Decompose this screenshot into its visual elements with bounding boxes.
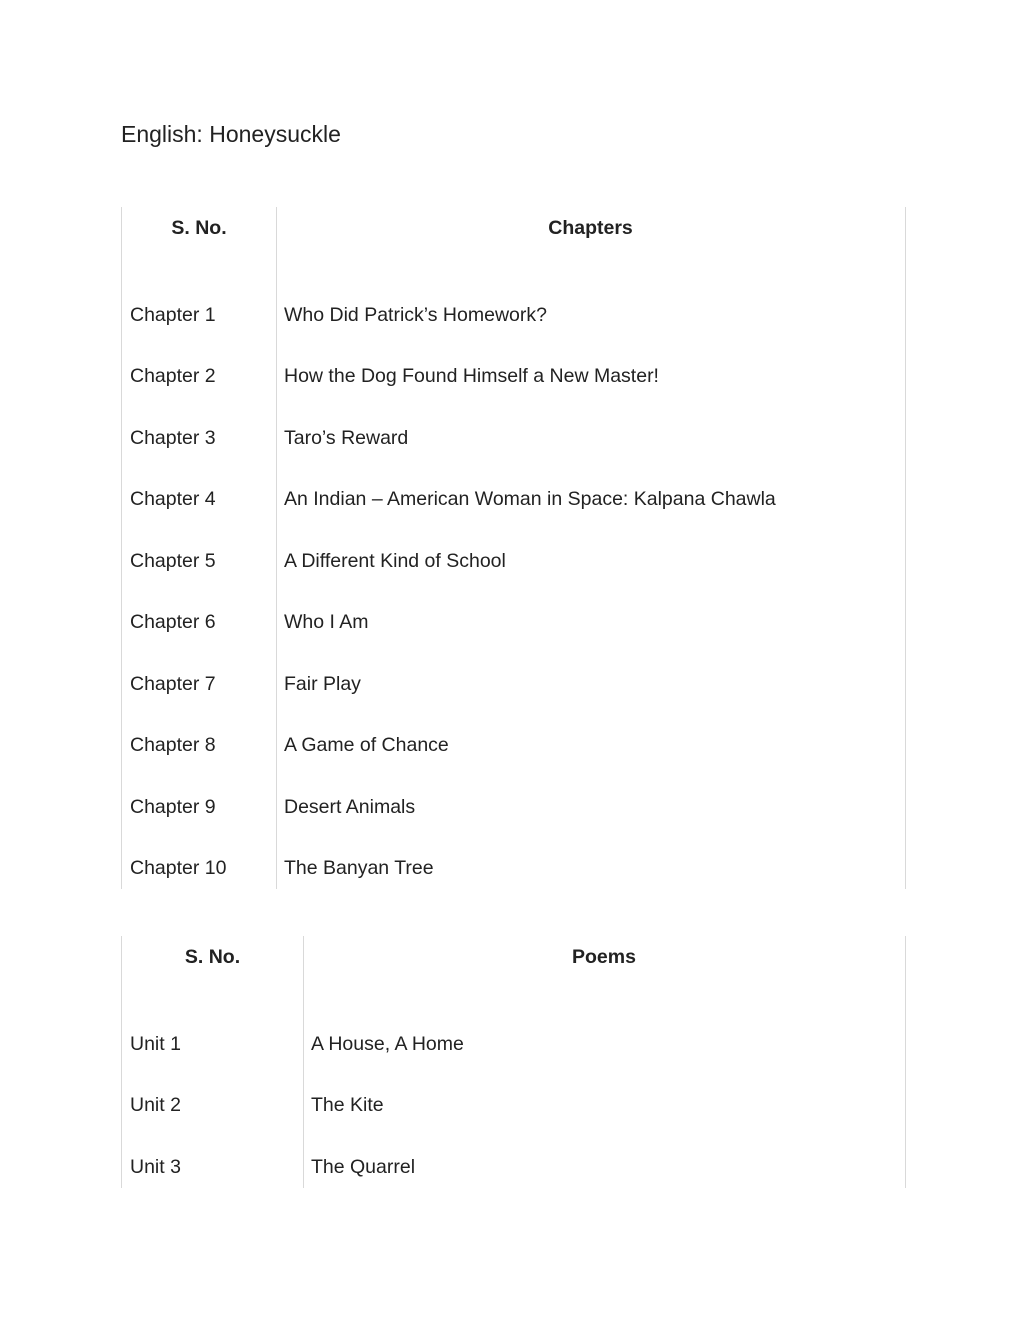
- row-chapter-name: Fair Play: [284, 672, 361, 695]
- table-row: [122, 653, 905, 715]
- row-sno: Chapter 1: [130, 303, 216, 326]
- table-row: [122, 1075, 905, 1137]
- row-sno: Chapter 4: [130, 488, 216, 511]
- row-sno: Unit 1: [130, 1032, 181, 1055]
- row-chapter-name: Who Did Patrick’s Homework?: [284, 303, 547, 326]
- row-sno: Chapter 2: [130, 365, 216, 388]
- header-sno: S. No.: [171, 217, 227, 239]
- chapters-table: [121, 207, 906, 889]
- row-sno: Chapter 6: [130, 611, 216, 634]
- table-row: [122, 592, 905, 654]
- row-sno: Unit 3: [130, 1155, 181, 1178]
- table-row: [122, 284, 905, 346]
- chapters-table-body: [122, 251, 905, 899]
- row-chapter-name: Who I Am: [284, 611, 369, 634]
- table-row: [122, 1136, 905, 1198]
- header-sno: S. No.: [184, 946, 241, 968]
- row-chapter-name: The Banyan Tree: [284, 857, 434, 880]
- header-chapters: Chapters: [548, 217, 633, 239]
- page-title: English: Honeysuckle: [121, 121, 341, 147]
- table-row: [122, 776, 905, 838]
- table-row: [122, 530, 905, 592]
- row-sno: Chapter 8: [130, 734, 216, 757]
- table-header-row: [122, 207, 905, 251]
- table-row: [122, 715, 905, 777]
- column-divider: [276, 207, 277, 889]
- table-row: [122, 1013, 905, 1075]
- row-chapter-name: An Indian – American Woman in Space: Kalpana Chawla: [284, 488, 776, 511]
- row-sno: Chapter 7: [130, 672, 216, 695]
- poems-table-body: [122, 980, 905, 1198]
- row-poem-name: A House, A Home: [311, 1032, 464, 1055]
- row-sno: Chapter 10: [130, 857, 227, 880]
- row-sno: Chapter 5: [130, 549, 216, 572]
- poems-table: [121, 936, 906, 1188]
- row-sno: Chapter 3: [130, 426, 216, 449]
- row-chapter-name: A Game of Chance: [284, 734, 449, 757]
- row-chapter-name: A Different Kind of School: [284, 549, 506, 572]
- table-header-row: [122, 936, 905, 980]
- table-row: [122, 346, 905, 408]
- row-sno: Chapter 9: [130, 795, 216, 818]
- row-poem-name: The Quarrel: [311, 1155, 416, 1178]
- row-sno: Unit 2: [130, 1094, 181, 1117]
- table-row: [122, 469, 905, 531]
- table-row: [122, 407, 905, 469]
- table-row: [122, 838, 905, 900]
- column-divider: [303, 936, 304, 1188]
- row-chapter-name: Desert Animals: [284, 795, 416, 818]
- row-poem-name: The Kite: [311, 1094, 384, 1117]
- header-poems: Poems: [572, 946, 636, 968]
- row-chapter-name: Taro’s Reward: [284, 426, 409, 449]
- row-chapter-name: How the Dog Found Himself a New Master!: [284, 365, 659, 388]
